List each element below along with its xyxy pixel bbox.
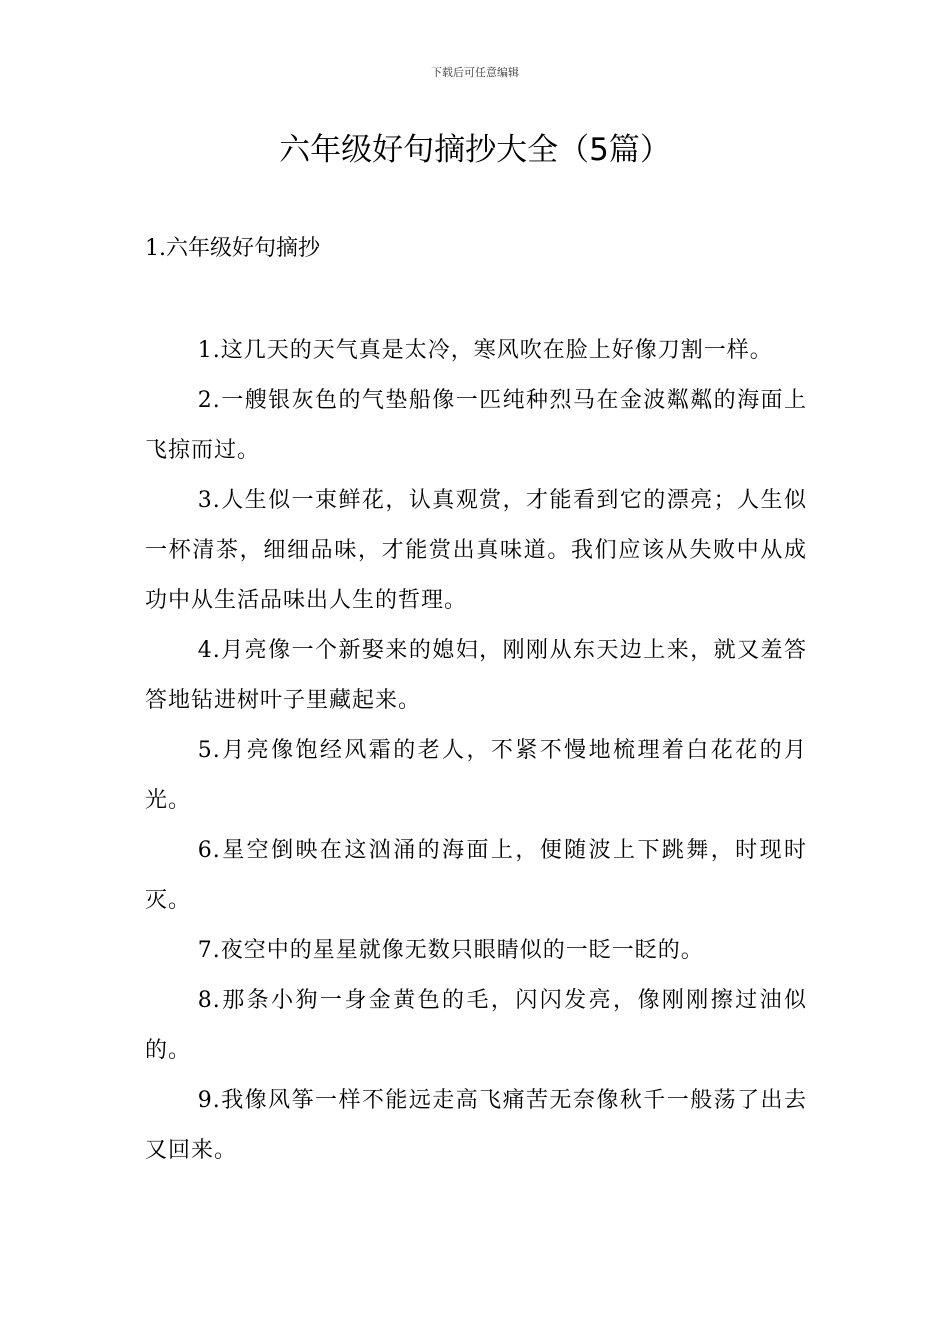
paragraph: 7.夜空中的星星就像无数只眼睛似的一眨一眨的。	[197, 938, 704, 963]
paragraph: 8.那条小狗一身金黄色的毛，闪闪发亮，像刚刚擦过油似的。	[145, 988, 807, 1063]
paragraph: 4.月亮像一个新娶来的媳妇，刚刚从东天边上来，就又羞答答地钻进树叶子里藏起来。	[145, 638, 807, 713]
section-heading: 1.六年级好句摘抄	[145, 236, 320, 261]
paragraph: 5.月亮像饱经风霜的老人，不紧不慢地梳理着白花花的月光。	[145, 738, 807, 813]
paragraph: 3.人生似一束鲜花，认真观赏，才能看到它的漂亮；人生似一杯清茶，细细品味，才能赏出真味道。我们应该从失败中从成功中从生活品味出人生的哲理。	[145, 488, 807, 613]
page-title: 六年级好句摘抄大全（5篇）	[279, 132, 671, 168]
document-body	[145, 326, 807, 1176]
paragraph: 6.星空倒映在这汹涌的海面上，便随波上下跳舞，时现时灭。	[145, 838, 807, 913]
paragraph: 2.一艘银灰色的气垫船像一匹纯种烈马在金波粼粼的海面上飞掠而过。	[145, 388, 807, 463]
paragraph: 1.这几天的天气真是太冷，寒风吹在脸上好像刀割一样。	[197, 338, 773, 363]
header-note: 下载后可任意编辑	[431, 66, 519, 79]
paragraph: 9.我像风筝一样不能远走高飞痛苦无奈像秋千一般荡了出去又回来。	[145, 1088, 807, 1163]
